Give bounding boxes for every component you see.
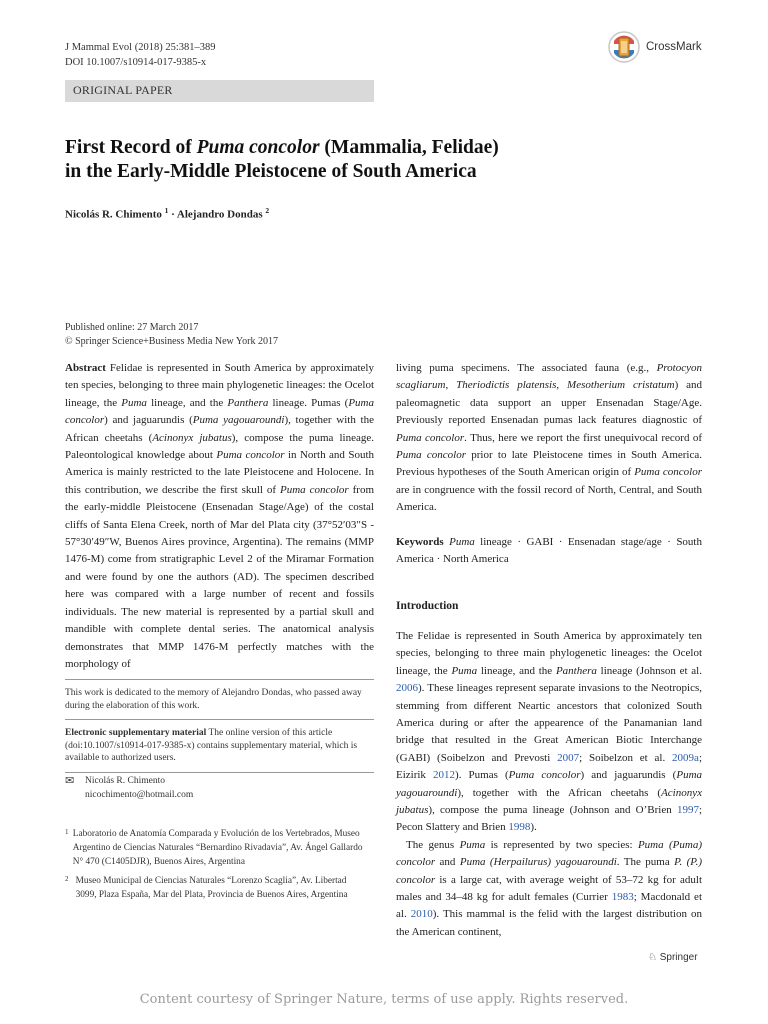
abstract-paragraph: Abstract Felidae is represented in South America by approximately ten species, belonging to three main phylogenetic lineages: the Ocelot lineage, the Puma lineage, and the Panthera lineage. Pumas (Puma concolor) and jaguarundis (Puma yagouaroundi), together with the African cheetahs (Acinonyx jubatus), compose the puma lineage. Paleontological knowledge about Puma concolor in North and South America is mainly restricted to the late Pleistocene and Holocene. In this contribution, we describe the first skull of Puma concolor from the early-middle Pleistocene (Ensenadan Stage/Age) of the costal cliffs of Santa Elena Creek, north of Mar del Plata city (37°52′03″S - 57°30′49″W, Buenos Aires province, Argentina). The remains (MMP 1476-M) come from stratigraphic Level 2 of the Miramar Formation and were found by one the authors (AD). The specimen described here was compared with a large number of recent and fossils individuals. The new material is represented by a partial skull and mandible with complete dental series. The anatomical analysis demonstrates that MMP 1476-M perfectly matches with the morphology of	[65, 362, 375, 670]
citation-link[interactable]: 1983	[611, 890, 634, 903]
affiliation-number: 2	[65, 875, 69, 883]
doi-line[interactable]: DOI 10.1007/s10914-017-9385-x	[65, 57, 207, 68]
citation-link[interactable]: 1997	[676, 803, 699, 816]
footnotes	[65, 679, 374, 780]
courtesy-notice: Content courtesy of Springer Nature, terms of use apply. Rights reserved.	[139, 992, 629, 1007]
journal-citation	[65, 40, 216, 70]
intro-paragraph-1: The Felidae is represented in South America by approximately ten species, belonging to three main phylogenetic lineages: the Ocelot lineage, the Puma lineage, and the Panthera lineage (Johnson et al. 2006). These lineages represent separate invasions to the Neotropics, stemming from different Neartic ancestors that colonized South America during or after the appearence of the Panamanian land bridge that resulted in the Great American Biotic Interchange (GABI) (Soibelzon and Prevosti 2007; Soibelzon et al. 2009a; Eizirik 2012). Pumas (Puma concolor) and jaguarundis (Puma yagouaroundi), together with the African cheetahs (Acinonyx jubatus), compose the puma lineage (Johnson and O’Brien 1997; Pecon Slattery and Brien 1998).	[396, 629, 703, 834]
footnote-divider	[65, 679, 374, 680]
author-list: Nicolás R. Chimento $^1$ · Alejandro Dondas $^2$	[65, 206, 270, 221]
author-2-affiliation: 2	[265, 206, 270, 215]
footnote-divider	[65, 719, 374, 720]
footnote-divider	[65, 772, 374, 773]
journal-line: J Mammal Evol (2018) 25:381–389	[65, 42, 216, 53]
abstract-section	[65, 360, 374, 673]
article-type-label: ORIGINAL PAPER	[73, 83, 173, 97]
crossmark-badge[interactable]	[608, 30, 702, 64]
publisher-name: Springer	[659, 952, 698, 963]
envelope-icon: ✉	[65, 775, 75, 787]
citation-link[interactable]: 2006	[396, 682, 418, 695]
keywords-label: Keywords	[396, 535, 444, 548]
citation-link[interactable]: 1998	[508, 821, 531, 834]
author-2[interactable]: Alejandro Dondas	[176, 208, 263, 221]
crossmark-label: CrossMark	[646, 41, 702, 53]
citation-link[interactable]: 2009a	[672, 751, 699, 764]
crossmark-icon	[608, 31, 640, 63]
affiliation-item	[65, 874, 365, 902]
published-date: Published online: 27 March 2017	[65, 322, 199, 333]
introduction-heading: Introduction	[396, 600, 459, 613]
title-line-1: First Record of Puma concolor (Mammalia, Felidae)	[65, 137, 499, 158]
title-line-2: in the Early-Middle Pleistocene of South America	[65, 161, 477, 182]
contact-name: Nicolás R. Chimento	[85, 776, 165, 786]
citation-link[interactable]: 2010	[410, 908, 433, 921]
affiliations	[65, 827, 365, 907]
publication-info	[65, 321, 278, 349]
dedication-note: This work is dedicated to the memory of Alejandro Dondas, who passed away during the elaboration of this work.	[65, 688, 362, 711]
copyright-line: © Springer Science+Business Media New York 2017	[65, 336, 278, 347]
author-1[interactable]: Nicolás R. Chimento	[65, 208, 162, 221]
esm-note: Electronic supplementary material The online version of this article (doi:10.1007/s10914-017-9385-x) contains supplementary material, which is available to authorized users.	[65, 728, 358, 763]
paper-title	[65, 136, 705, 184]
affiliation-text: Museo Municipal de Ciencias Naturales “Lorenzo Scaglia”, Av. Libertad 3099, Plaza España, Mar del Plata, Provincia de Buenos Aires, Argentina	[75, 876, 348, 900]
intro-paragraph-2: The genus Puma is represented by two species: Puma (Puma) concolor and Puma (Herpailurus) yagouaroundi. The puma P. (P.) concolor is a large cat, with average weight of 53–72 kg for adult males and 34–48 kg for adult females (Currier 1983; Macdonald et al. 2010). This mammal is the felid with the largest distribution on the American continent,	[396, 838, 703, 938]
springer-horse-icon: ♘	[648, 952, 657, 963]
abstract-continuation: living puma specimens. The associated fauna (e.g., Protocyon scagliarum, Theriodictis platensis, Mesotherium cristatum) and paleomagnetic data support an upper Ensenadan Stage/Age. Previously reported Ensenadan pumas lack features diagnostic of Puma concolor. Thus, here we report the first unequivocal record of Puma concolor prior to late Pleistocene times in South America. Previous hypotheses of the South American origin of Puma concolor are in congruence with the fossil record of North, Central, and South America.	[396, 362, 703, 514]
citation-link[interactable]: 2007	[557, 751, 580, 764]
keywords: Keywords Puma lineage · GABI · Ensenadan stage/age · South America · North America	[396, 535, 702, 566]
article-type-badge	[65, 80, 374, 102]
affiliation-text: Laboratorio de Anatomía Comparada y Evolución de los Vertebrados, Museo Argentino de Ciencias Naturales “Bernardino Rivadavia”, Av. Ángel Gallardo N° 470 (C1405DJR), Buenos Aires, Argentina	[72, 829, 363, 867]
citation-link[interactable]: 2012	[433, 769, 456, 782]
author-1-affiliation: 1	[164, 206, 169, 215]
corresponding-author	[65, 774, 374, 802]
publisher-logo	[648, 952, 698, 963]
contact-email[interactable]: nicochimento@hotmail.com	[85, 790, 194, 800]
affiliation-number: 1	[65, 828, 69, 836]
abstract-label: Abstract	[65, 362, 106, 374]
right-column	[396, 360, 702, 941]
affiliation-item	[65, 827, 365, 869]
